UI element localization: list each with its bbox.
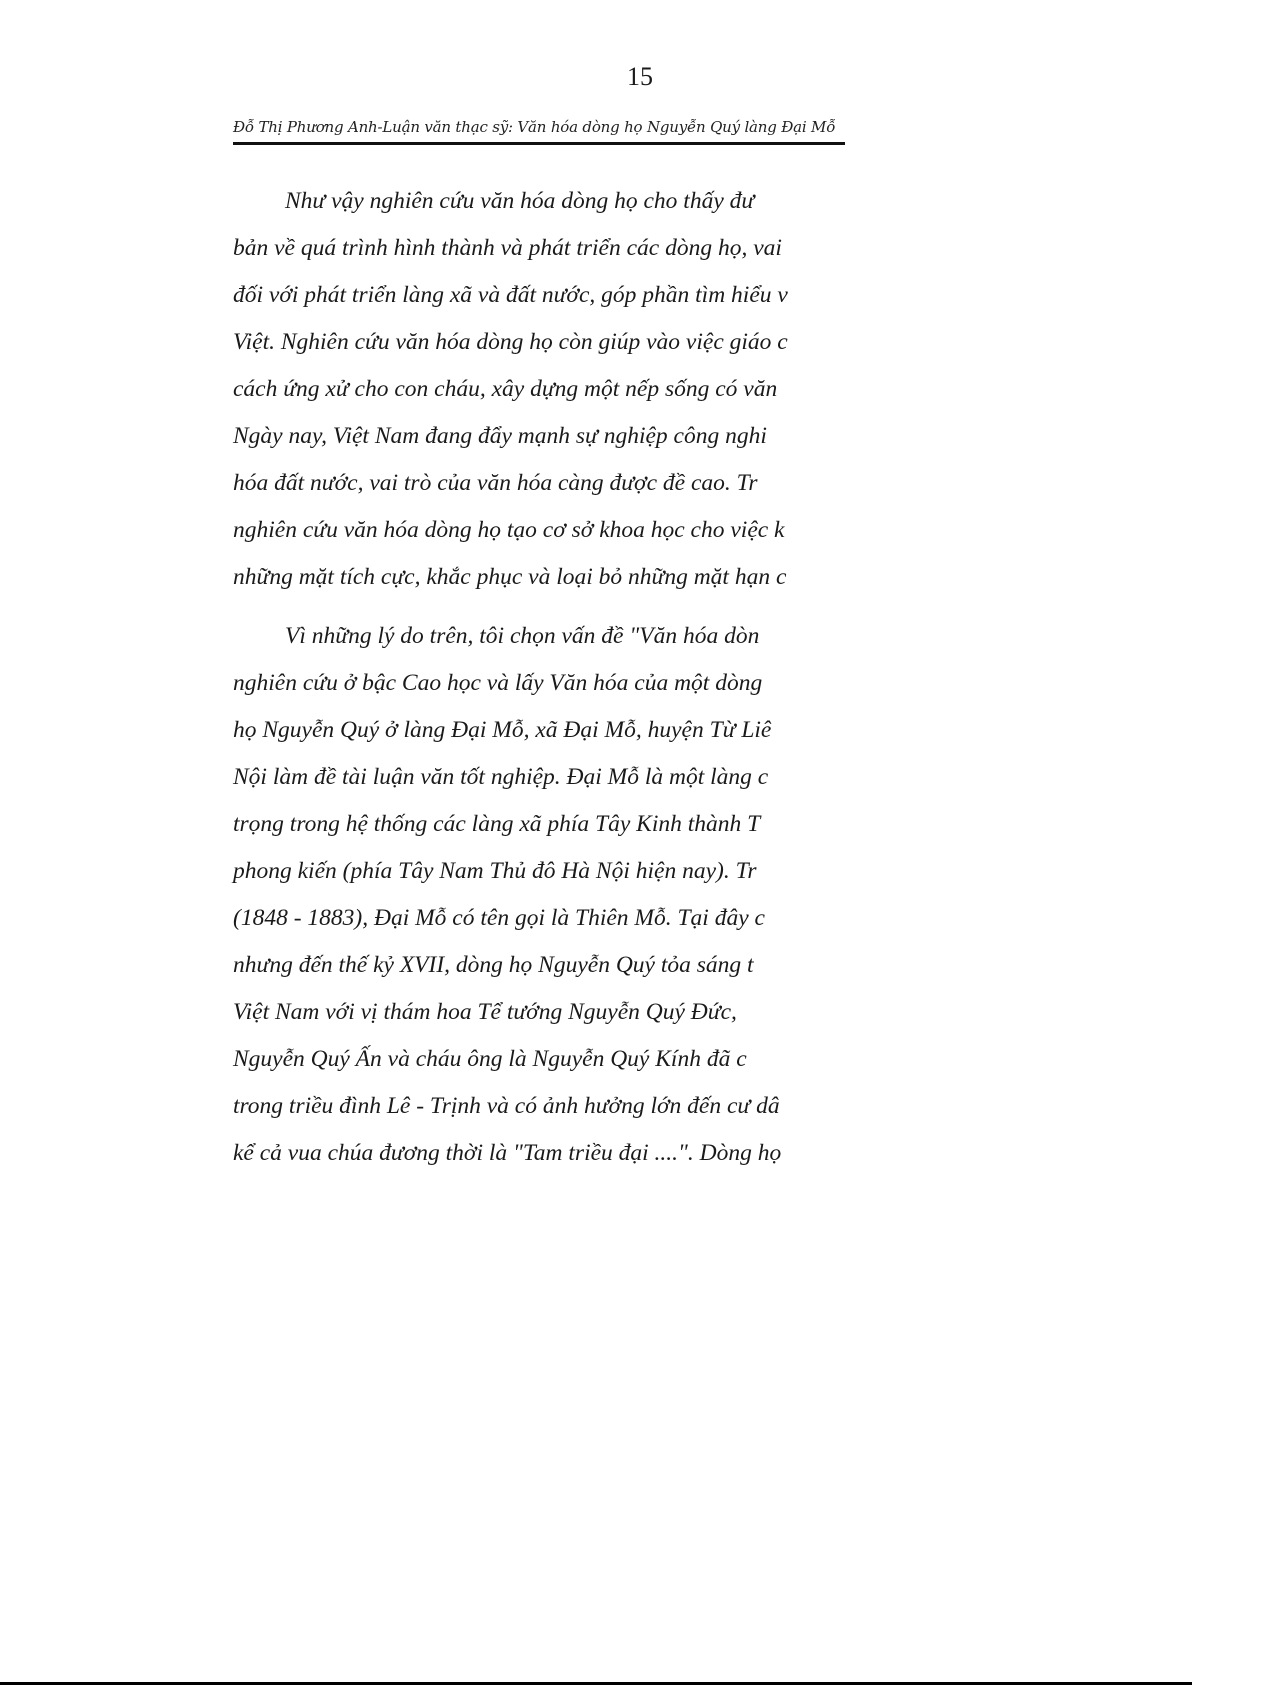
paragraph-gap	[233, 601, 845, 613]
text-line: cách ứng xử cho con cháu, xây dựng một nếp sống có văn	[233, 376, 778, 402]
text-line: trọng trong hệ thống các làng xã phía Tây Kinh thành T	[233, 811, 761, 837]
text-line: đối với phát triển làng xã và đất nước, góp phần tìm hiểu v	[233, 282, 788, 308]
text-line: phong kiến (phía Tây Nam Thủ đô Hà Nội hiện nay). Tr	[233, 858, 757, 884]
paragraph-2	[233, 613, 845, 1177]
header-rule	[233, 142, 845, 145]
paragraph-1	[233, 178, 845, 601]
text-line: Vì những lý do trên, tôi chọn vấn đề "Văn hóa dòn	[285, 623, 760, 649]
text-line: (1848 - 1883), Đại Mỗ có tên gọi là Thiên Mỗ. Tại đây c	[233, 905, 765, 931]
text-line: những mặt tích cực, khắc phục và loại bỏ những mặt hạn c	[233, 564, 787, 590]
text-line: Ngày nay, Việt Nam đang đẩy mạnh sự nghiệp công nghi	[233, 423, 767, 449]
text-line: Nội làm đề tài luận văn tốt nghiệp. Đại Mỗ là một làng c	[233, 764, 769, 790]
text-line: Việt. Nghiên cứu văn hóa dòng họ còn giúp vào việc giáo c	[233, 329, 788, 355]
text-line: hóa đất nước, vai trò của văn hóa càng được đề cao. Tr	[233, 470, 758, 496]
text-line: nhưng đến thế kỷ XVII, dòng họ Nguyễn Quý tỏa sáng t	[233, 952, 754, 978]
text-line: bản về quá trình hình thành và phát triển các dòng họ, vai	[233, 235, 782, 261]
text-line: Nguyễn Quý Ấn và cháu ông là Nguyễn Quý Kính đã c	[233, 1046, 747, 1072]
page-number: 15	[627, 62, 653, 91]
text-line: Như vậy nghiên cứu văn hóa dòng họ cho thấy đư	[285, 188, 755, 214]
text-line: nghiên cứu ở bậc Cao học và lấy Văn hóa của một dòng	[233, 670, 763, 696]
text-line: nghiên cứu văn hóa dòng họ tạo cơ sở khoa học cho việc k	[233, 517, 785, 543]
running-header-text: Đỗ Thị Phương Anh-Luận văn thạc sỹ: Văn hóa dòng họ Nguyễn Quý làng Đại Mỗ	[233, 118, 836, 136]
text-line: họ Nguyễn Quý ở làng Đại Mỗ, xã Đại Mỗ, huyện Từ Liê	[233, 717, 772, 743]
text-line: kể cả vua chúa đương thời là "Tam triều đại ....". Dòng họ	[233, 1140, 782, 1166]
text-line: Việt Nam với vị thám hoa Tể tướng Nguyễn Quý Đức,	[233, 999, 737, 1025]
text-line: trong triều đình Lê - Trịnh và có ảnh hưởng lớn đến cư dâ	[233, 1093, 780, 1119]
running-header	[233, 118, 845, 148]
body-text	[233, 178, 845, 1166]
